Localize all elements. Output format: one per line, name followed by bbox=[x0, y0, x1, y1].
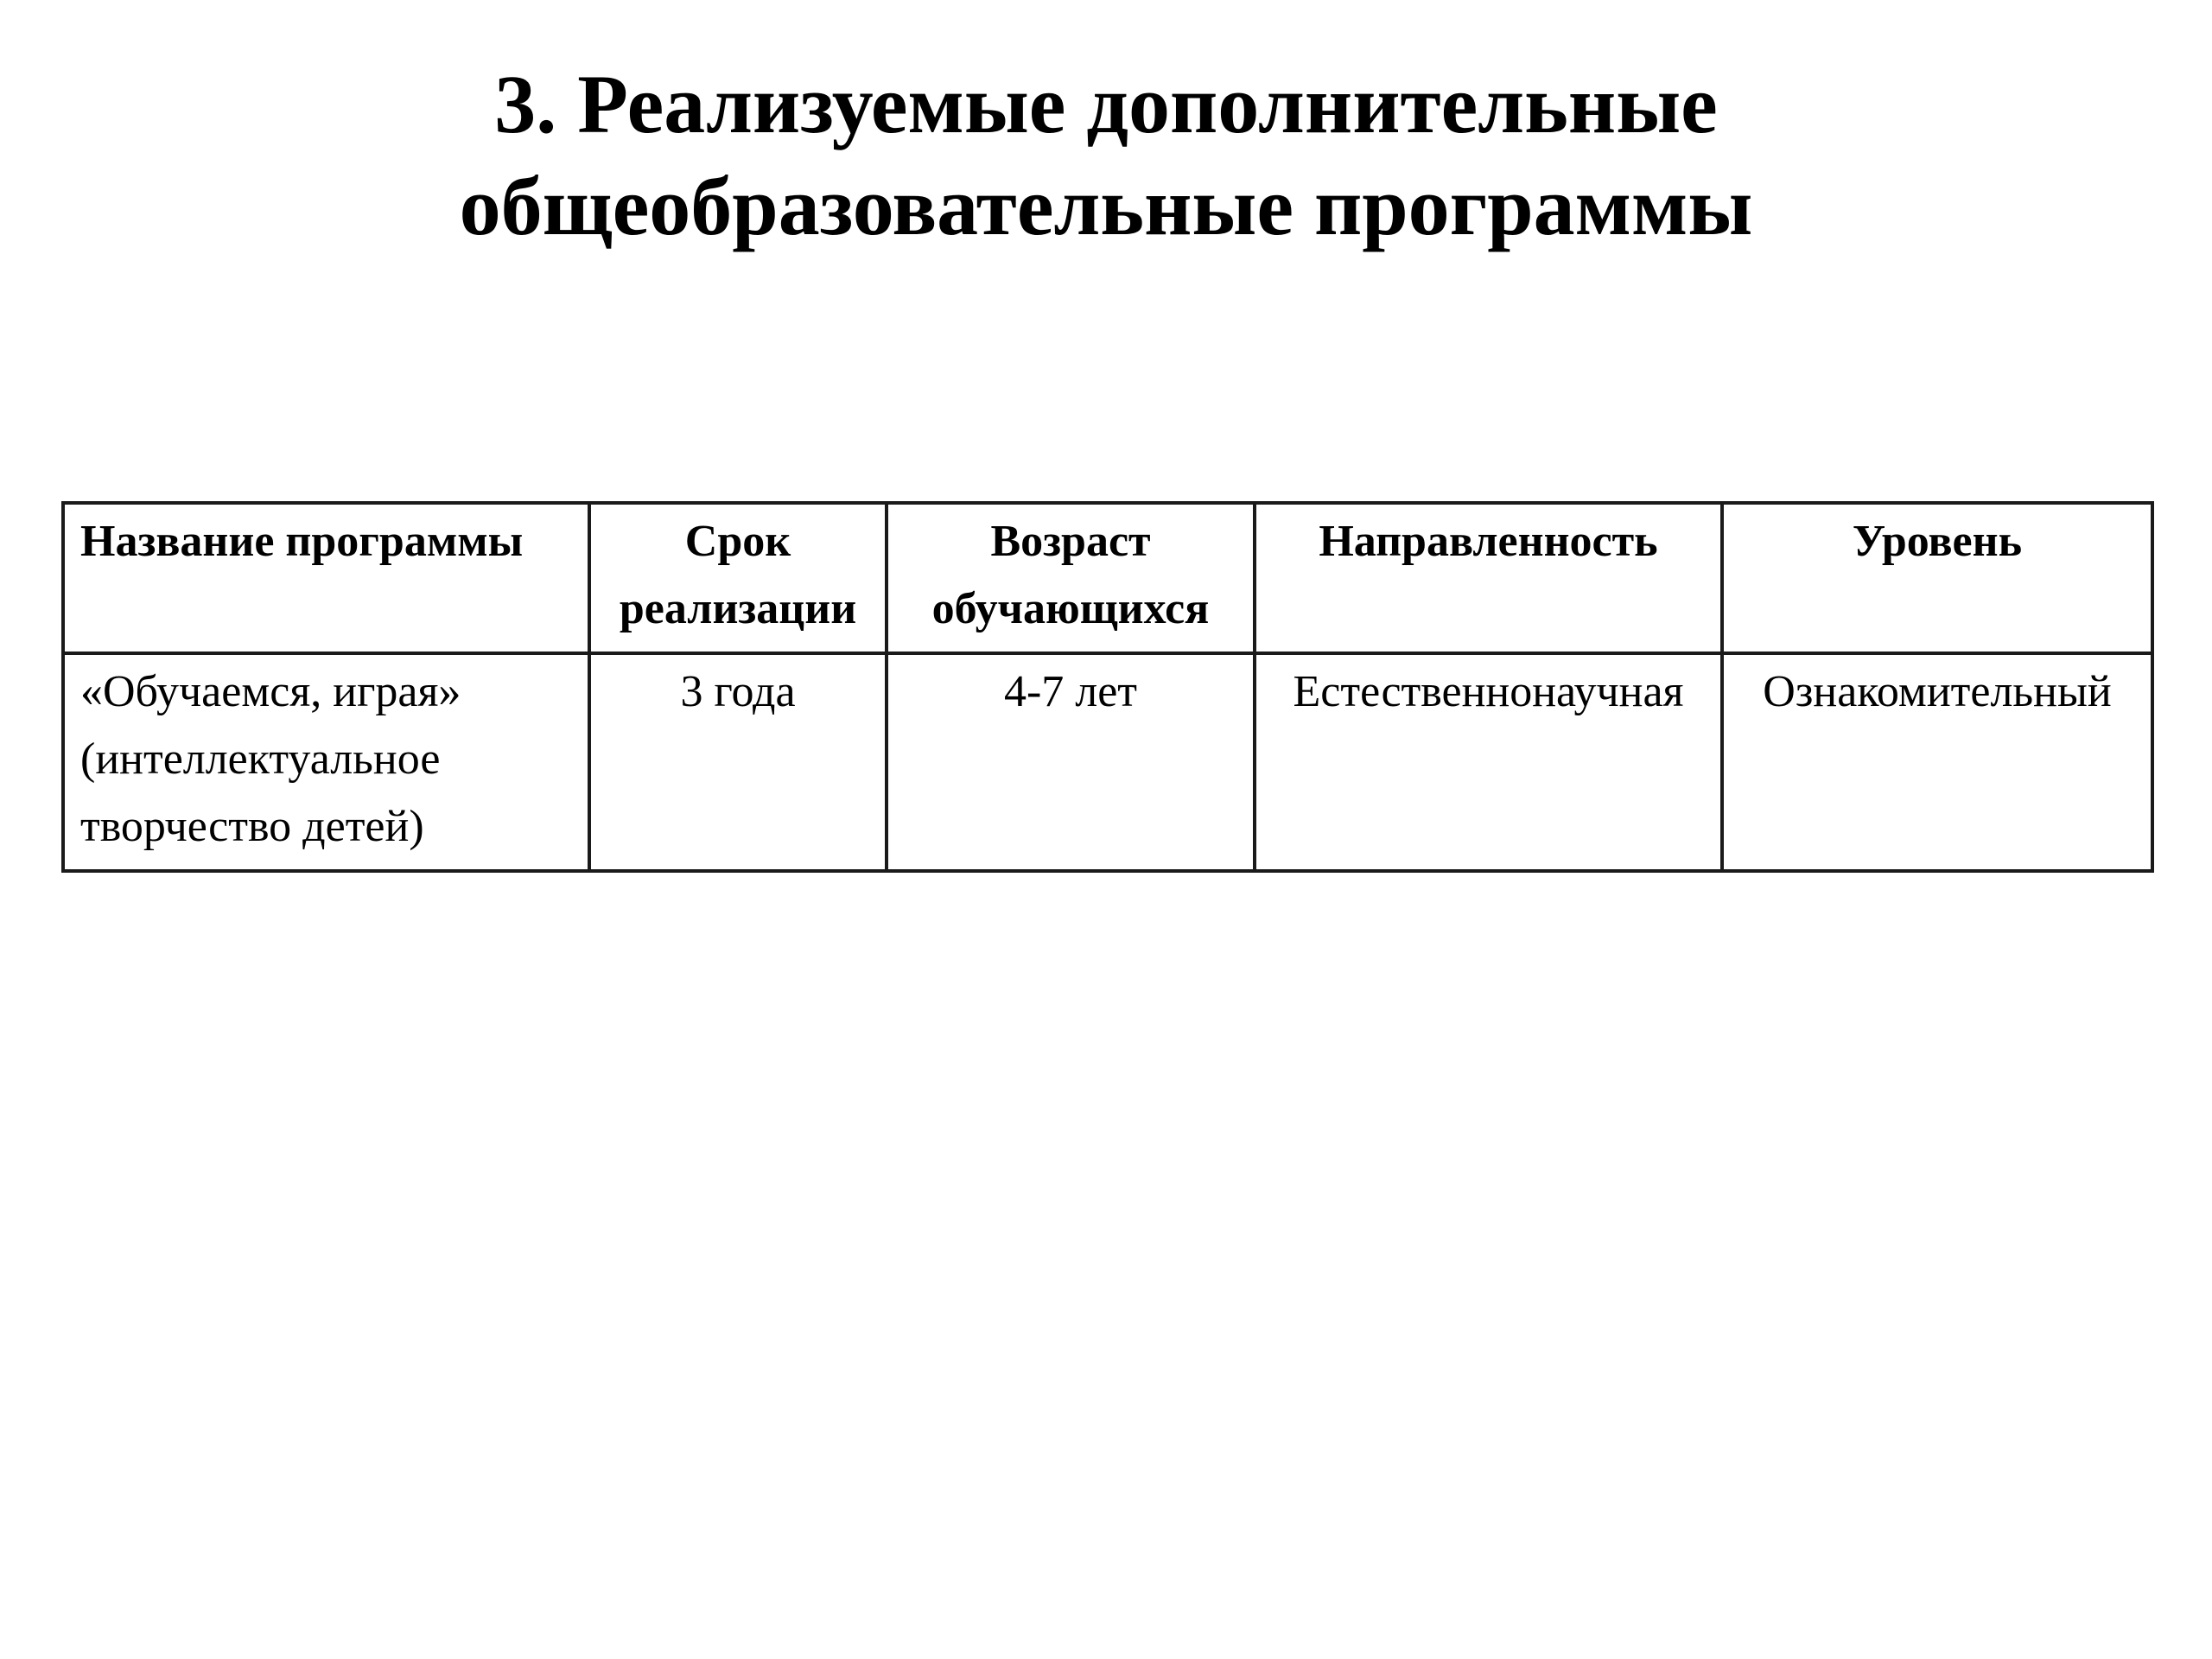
header-direction: Направленность bbox=[1255, 503, 1722, 653]
cell-level: Ознакомительный bbox=[1722, 653, 2152, 871]
page-title bbox=[0, 54, 2212, 257]
cell-direction: Естественнонаучная bbox=[1255, 653, 1722, 871]
page-title-line-1: 3. Реализуемые дополнительные bbox=[494, 58, 1718, 150]
header-program-name: Название программы bbox=[63, 503, 589, 653]
table-header-row bbox=[63, 503, 2152, 653]
header-age: Возраст обучающихся bbox=[887, 503, 1255, 653]
cell-age: 4-7 лет bbox=[887, 653, 1255, 871]
header-level: Уровень bbox=[1722, 503, 2152, 653]
programs-table bbox=[61, 501, 2154, 873]
table-row bbox=[63, 653, 2152, 871]
cell-program-name: «Обучаемся, играя» (интеллектуальное творчество детей) bbox=[63, 653, 589, 871]
page-title-line-2: общеобразовательные программы bbox=[459, 160, 1753, 252]
cell-duration: 3 года bbox=[589, 653, 887, 871]
header-duration: Срок реализации bbox=[589, 503, 887, 653]
